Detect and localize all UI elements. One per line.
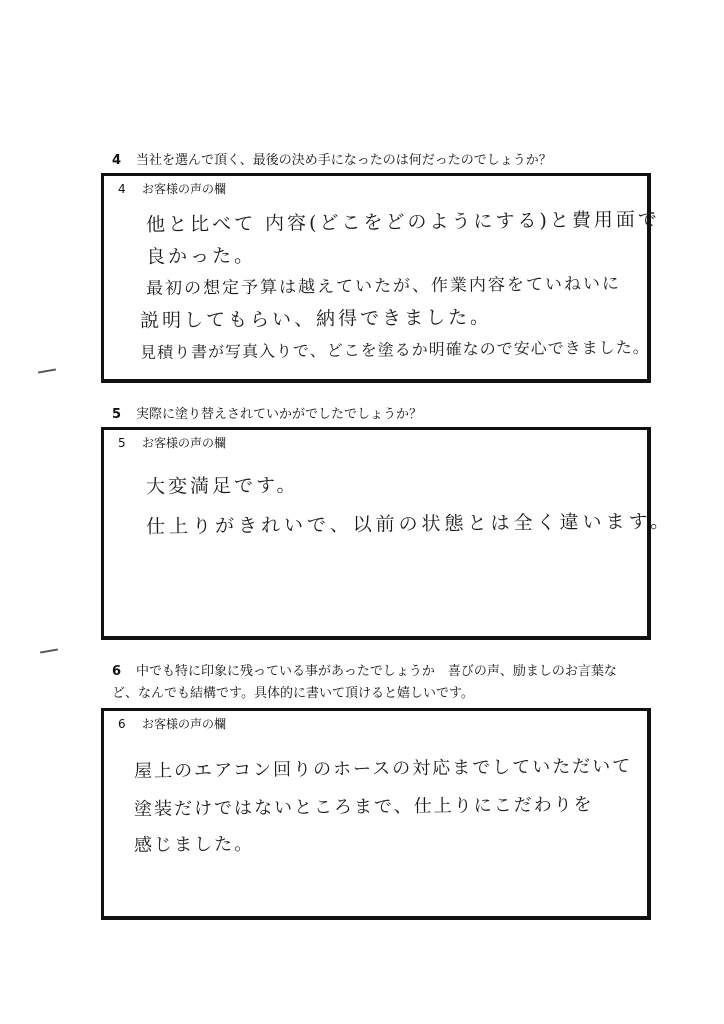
answer-line: 屋上のエアコン回りのホースの対応までしていただいて (133, 755, 633, 782)
box-label-text: お客様の声の欄 (142, 717, 227, 731)
question-number: 4 (112, 153, 122, 168)
answer-line: 塗装だけではないところまで、仕上りにこだわりを (133, 794, 594, 820)
box-number: 6 (118, 717, 126, 731)
question-number: 5 (112, 407, 122, 422)
question-text: 実際に塗り替えされていかがでしたでしょうか？ (136, 407, 423, 422)
stray-mark (38, 368, 56, 373)
answer-line: 他と比べて 内容(どこをどのようにする)と費用面で (145, 208, 660, 236)
box-number: 5 (118, 436, 126, 450)
question-4 (112, 151, 552, 171)
answer-line: 感じました。 (133, 833, 255, 856)
answer-line: 仕上りがきれいで、以前の状態とは全く違います。 (145, 510, 674, 538)
box-label (118, 434, 226, 451)
question-text-line2: ど、なんでも結構です。具体的に書いて頂けると嬉しいです。 (112, 686, 474, 701)
box-label-text: お客様の声の欄 (142, 436, 227, 450)
answer-box-4 (101, 173, 660, 383)
box-label (118, 180, 226, 197)
question-text: 当社を選んで頂く、最後の決め手になったのは何だったのでしょうか？ (136, 153, 552, 168)
question-text-line1: 中でも特に印象に残っている事があったでしょうか 喜びの声、励ましのお言葉な (136, 664, 617, 679)
question-6-continued (112, 684, 474, 704)
box-label-text: お客様の声の欄 (142, 182, 227, 196)
question-5 (112, 405, 422, 425)
box-label (118, 715, 226, 732)
stray-mark (40, 648, 58, 653)
answer-line: 大変満足です。 (145, 474, 299, 498)
question-6 (112, 662, 617, 682)
question-number: 6 (112, 664, 122, 679)
answer-box-6 (101, 708, 651, 920)
box-number: 4 (118, 182, 126, 196)
answer-box-5 (101, 427, 674, 640)
answer-line: 最初の想定予算は越えていたが、作業内容をていねいに (145, 274, 622, 299)
answer-line: 良かった。 (145, 244, 257, 268)
answer-line: 見積り書が写真入りで、どこを塗るか明確なので安心できました。 (139, 337, 650, 362)
answer-line: 説明してもらい、納得できました。 (139, 306, 493, 332)
